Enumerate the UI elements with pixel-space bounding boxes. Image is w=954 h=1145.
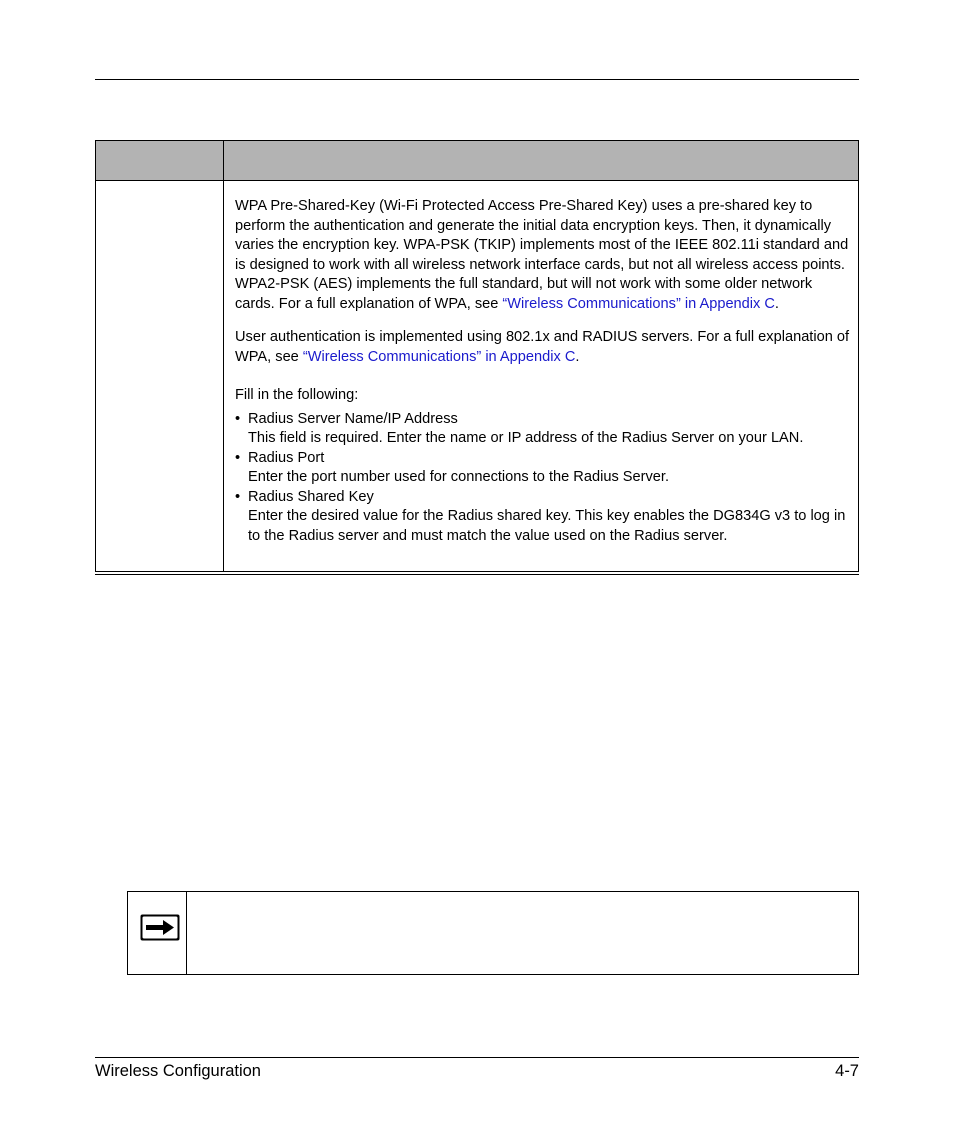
list-item-title: Radius Server Name/IP Address (248, 410, 458, 427)
radius-text: User authentication is implemented using 802.1x and RADIUS servers. For a full explanation of WPA, see (235, 329, 850, 365)
header-rule (95, 79, 859, 80)
period: . (575, 348, 580, 365)
list-item-desc: Enter the port number used for connections to the Radius Server. (248, 469, 670, 485)
page-number: 4-7 (835, 1062, 859, 1080)
list-item-desc: This field is required. Enter the name or IP address of the Radius Server on your LAN. (248, 430, 804, 446)
appendix-c-link-2[interactable]: “Wireless Communications” in Appendix C (302, 348, 576, 365)
radius-paragraph (235, 328, 850, 367)
appendix-c-link[interactable]: “Wireless Communications” in Appendix C (502, 295, 775, 312)
column-divider (223, 141, 224, 180)
note-box (127, 891, 859, 975)
bullet: • (235, 488, 241, 505)
column-divider (223, 181, 224, 572)
radius-fields-list (235, 410, 850, 547)
list-item (235, 449, 850, 488)
wpa-psk-paragraph (235, 197, 850, 314)
table-bottom-rule (95, 571, 859, 575)
table-row (95, 181, 859, 572)
right-arrow-icon (140, 914, 180, 941)
fill-in-label: Fill in the following: (235, 387, 359, 403)
settings-table (95, 140, 859, 572)
period: . (774, 295, 779, 312)
bullet: • (235, 449, 241, 466)
list-item-title: Radius Shared Key (248, 488, 374, 505)
description-cell (235, 197, 850, 546)
footer-rule (95, 1057, 859, 1058)
list-item (235, 488, 850, 547)
table-header-row (95, 140, 859, 181)
bullet: • (235, 410, 241, 427)
wpa-psk-text: WPA Pre-Shared-Key (Wi-Fi Protected Access Pre-Shared Key) uses a pre-shared key to perform the authentication and generate the initial data encryption keys. Then, it dynamically varies the encryption key. WPA-PSK (TKIP) implements most of the IEEE 802.11i standard and is designed to work with all wireless network interface cards, but not all wireless access points. WPA2-PSK (AES) implements the full standard, but will not work with some older network cards. For a full explanation of WPA, see (235, 198, 849, 312)
note-divider (186, 892, 187, 974)
list-item (235, 410, 850, 449)
list-item-desc: Enter the desired value for the Radius shared key. This key enables the DG834G v3 to log in to the Radius server and must match the value used on the Radius server. (248, 508, 846, 544)
footer-section-title: Wireless Configuration (95, 1062, 261, 1080)
list-item-title: Radius Port (248, 449, 325, 466)
